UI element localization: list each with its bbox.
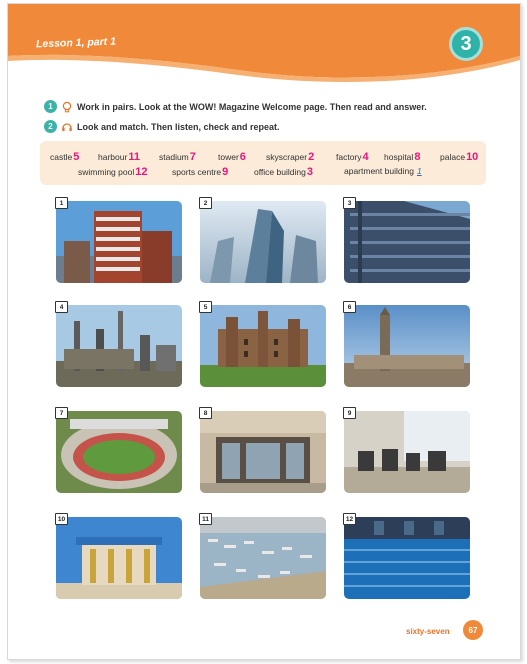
sports-centre-photo — [344, 411, 470, 493]
answer-number: 8 — [414, 151, 421, 163]
photo-number: 2 — [199, 197, 212, 209]
answer-number: 5 — [73, 151, 80, 163]
word-bank-list — [40, 141, 486, 185]
photo-number: 6 — [343, 301, 356, 313]
word-item — [254, 166, 313, 178]
word-text: harbour — [98, 152, 128, 162]
word-item — [384, 151, 420, 163]
apartment-building-photo — [56, 201, 182, 283]
answer-number: 12 — [135, 166, 148, 178]
word-item — [344, 166, 422, 176]
instruction-text: Work in pairs. Look at the WOW! Magazine Welcome page. Then read and answer. — [77, 101, 427, 112]
photo-number: 7 — [55, 407, 68, 419]
page-number-badge: 67 — [463, 620, 483, 640]
instruction-number: 2 — [44, 120, 57, 133]
instruction-text: Look and match. Then listen, check and repeat. — [77, 121, 280, 132]
skyscraper-photo — [200, 201, 326, 283]
word-text: swimming pool — [78, 167, 135, 177]
factory-photo — [56, 305, 182, 387]
page-number-word: sixty-seven — [406, 627, 450, 636]
photo-number: 11 — [199, 513, 212, 525]
stadium-photo — [56, 411, 182, 493]
word-text: hospital — [384, 152, 414, 162]
palace-photo — [56, 517, 182, 599]
answer-number: 10 — [466, 151, 479, 163]
word-text: palace — [440, 152, 466, 162]
word-text: apartment building — [344, 166, 414, 176]
word-text: skyscraper — [266, 152, 308, 162]
instruction-2 — [44, 120, 280, 133]
word-item — [98, 151, 140, 163]
castle-photo — [200, 305, 326, 387]
headphones-icon — [61, 121, 73, 133]
answer-number: 9 — [222, 166, 229, 178]
answer-number: 6 — [239, 151, 246, 163]
swimming-pool-photo — [344, 517, 470, 599]
photo-number: 1 — [55, 197, 68, 209]
word-item — [266, 151, 314, 163]
photo-number: 9 — [343, 407, 356, 419]
answer-number: 7 — [189, 151, 196, 163]
lesson-label: Lesson 1, part 1 — [35, 35, 117, 51]
word-item — [336, 151, 369, 163]
word-item — [78, 166, 147, 178]
tower-photo — [344, 305, 470, 387]
word-text: office building — [254, 167, 306, 177]
instruction-1 — [44, 100, 427, 113]
answer-number: 4 — [362, 151, 369, 163]
word-item — [218, 151, 246, 163]
photo-number: 8 — [199, 407, 212, 419]
word-item — [440, 151, 478, 163]
answer-number: 3 — [306, 166, 313, 178]
instruction-number: 1 — [44, 100, 57, 113]
photo-number: 12 — [343, 513, 356, 525]
word-text: stadium — [159, 152, 189, 162]
word-text: factory — [336, 152, 362, 162]
word-bank-box — [40, 141, 486, 185]
word-text: sports centre — [172, 167, 222, 177]
photo-number: 4 — [55, 301, 68, 313]
photo-number: 10 — [55, 513, 68, 525]
unit-number-badge: 3 — [449, 27, 483, 61]
photo-number: 5 — [199, 301, 212, 313]
lightbulb-icon — [61, 101, 73, 113]
word-text: tower — [218, 152, 239, 162]
photo-number: 3 — [343, 197, 356, 209]
word-item — [50, 151, 79, 163]
office-building-photo — [344, 201, 470, 283]
answer-number: 11 — [128, 151, 140, 163]
answer-number: 2 — [308, 151, 315, 163]
word-text: castle — [50, 152, 73, 162]
word-item — [159, 151, 196, 163]
textbook-page — [7, 3, 521, 660]
hospital-photo — [200, 411, 326, 493]
word-item — [172, 166, 228, 178]
harbour-photo — [200, 517, 326, 599]
handwritten-answer: 1 — [416, 166, 422, 176]
